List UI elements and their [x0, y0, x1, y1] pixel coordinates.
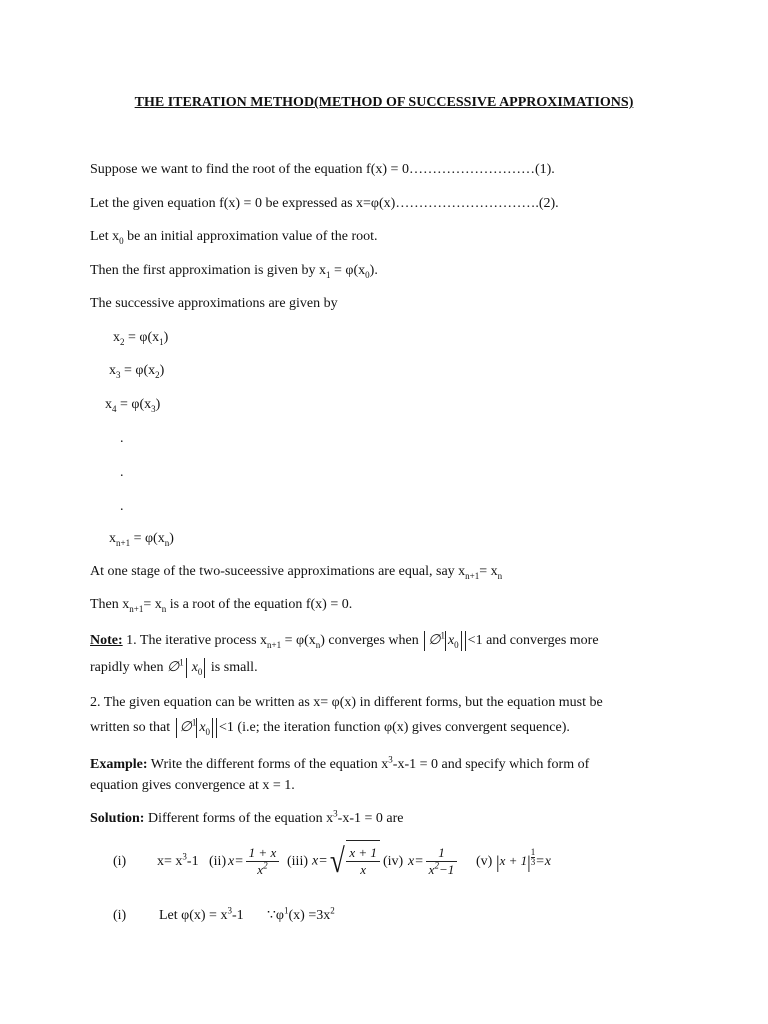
form-ii-label: (ii) — [209, 854, 227, 869]
page-title: THE ITERATION METHOD(METHOD OF SUCCESSIVE APPROXIMATIONS) — [134, 95, 634, 110]
example-label: Example: — [90, 757, 148, 772]
sequence-line-x4: $x_4 = \varphi(x_3)$ — [105, 397, 161, 414]
form-i-equation: $x= x^3-1$ — [157, 851, 199, 869]
paragraph-line-6: At one stage of the two-suceessive approximations are equal, say $x_{n+1}= x_n$ — [90, 564, 503, 581]
case-i-derivative: $\because\varphi^1(x) =3x^2$ — [267, 905, 335, 923]
solution-label: Solution: — [90, 811, 145, 826]
derivative-magnitude: ∅$^1$ $x_0$ — [176, 718, 217, 738]
form-iii-equation: x=√ $\frac{x + 1}{x}$ — [312, 840, 380, 883]
paragraph-line-2: Let the given equation f(x) = 0 be expressed as x=φ(x)………………………….(2). — [90, 196, 559, 211]
ellipsis-dot: . — [120, 431, 124, 446]
case-i-equation: Let $\varphi(x) = x^3-1$ — [159, 905, 244, 923]
paragraph-2-line-1: 2. The given equation can be written as x= φ(x) in different forms, but the equation must be — [90, 695, 603, 710]
example-line-1: Example: Write the different forms of the equation $x^3-x-1 = 0$ and specify which form of — [90, 754, 590, 772]
ellipsis-dot: . — [120, 499, 124, 514]
example-line-2: equation gives convergence at x = 1. — [90, 778, 295, 793]
paragraph-line-3: Let $x_0$ be an initial approximation value of the root. — [90, 229, 378, 246]
case-i-label: (i) — [113, 908, 127, 923]
form-v-label: (v) — [476, 854, 493, 869]
sequence-line-x3: $x_3 = \varphi(x_2)$ — [109, 363, 165, 380]
paragraph-line-1: Suppose we want to find the root of the equation f(x) = 0………………………(1). — [90, 162, 555, 177]
form-v-equation: |x + 1| $\frac{1}{3}$ =x — [496, 847, 551, 872]
solution-line: Solution: Different forms of the equation $x^3-x-1 = 0$ are — [90, 808, 404, 826]
form-ii-equation: x= $\frac{1 + x}{x^2}$ — [228, 842, 281, 882]
form-iii-label: (iii) — [287, 854, 308, 869]
paragraph-line-7: Then $x_{n+1}= x_n$ is a root of the equation f(x) = 0. — [90, 597, 353, 614]
exponent-fraction: $\frac{1}{3}$ — [530, 847, 536, 867]
sequence-line-xn1: $x_{n+1} = \varphi(x_n)$ — [109, 531, 174, 548]
square-root: √ $\frac{x + 1}{x}$ — [328, 840, 380, 883]
note-line-1: Note: 1. The iterative process $x_{n+1} = \varphi(x_n)$ converges when ∅$^1$ $x_0 <1$ and converges more — [90, 630, 599, 651]
ellipsis-dot: . — [120, 465, 124, 480]
note-line-2: rapidly when ∅$^1$ $x_0$ is small. — [90, 657, 258, 677]
paragraph-line-4: Then the first approximation is given by $x_1 = \varphi(x_0)$. — [90, 263, 378, 280]
note-label: Note: — [90, 633, 123, 649]
fraction: $\frac{1 + x}{x^2}$ — [246, 845, 280, 878]
form-i-label: (i) — [113, 854, 127, 869]
paragraph-2-line-2: written so that ∅$^1$ $x_0 <1$ (i.e; the iteration function φ(x) gives convergent sequence). — [90, 717, 570, 737]
derivative-magnitude: ∅$^1$ $x_0$ — [424, 631, 465, 651]
sequence-line-x2: $x_2 = \varphi(x_1)$ — [113, 330, 169, 347]
radical-icon: √ — [329, 842, 345, 880]
paragraph-line-5: The successive approximations are given by — [90, 296, 338, 311]
form-iv-equation: x= $\frac{1}{x^2-1}$ — [408, 842, 459, 882]
fraction: $\frac{1}{x^2-1}$ — [426, 845, 458, 878]
form-iv-label: (iv) — [383, 854, 404, 869]
